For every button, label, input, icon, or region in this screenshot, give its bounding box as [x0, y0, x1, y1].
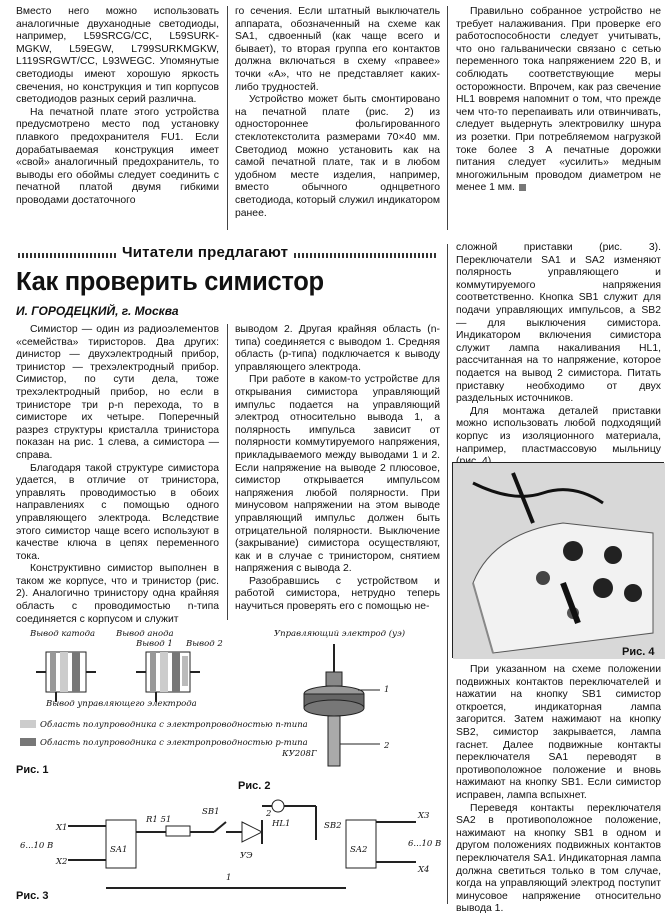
fig1-label-pin1: Вывод 1	[136, 639, 173, 649]
article-column-3b	[456, 664, 661, 916]
top-column-1	[16, 6, 219, 208]
fig3-x1: X1	[56, 823, 68, 833]
article-col1-para-1: Симистор — один из радиоэлементов «семейства» тиристоров. Два других: динистор — двухэлектродный прибор, тринистор — трехэлектродный прибор. Симистор, по сути дела, тоже трехэлектродный прибор, но если в тринисторе три p-n перехода, то в симисторе их четыре. Поперечный разрез структуры кристалла тринистора показан на рис. 1 слева, а симистора — справа.	[16, 324, 219, 461]
fig4-photo-art	[453, 463, 665, 659]
top-col1-para-2: На печатной плате этого устройства предусмотрено место под установку плавкого предохранителя FU1. Если дорабатываемая конструкция имеет «свой» аналогичный предохранитель, то выводы его обоймы следует соединить с печатной платой двумя гибкими проводами достаточного	[16, 106, 219, 206]
article-col3-para-2: Для монтажа деталей приставки можно использовать любой подходящий корпус из изоляционного материала, например, пластмассовую мыльницу	[456, 405, 661, 455]
fig2-drawing	[234, 624, 444, 774]
fig2-pin1: 1	[384, 685, 390, 695]
fig2-caption: Рис. 2	[238, 780, 271, 792]
fig3-sb2: SB2	[324, 821, 342, 831]
article-col1-para-3: Конструктивно симистор выполнен в таком же корпусе, что и тринистор (рис. 2). Аналогично тринистору одна крайняя область с проводимостью n-типа соединяется с корпусом и служит	[16, 563, 219, 625]
fig1-label-anode: Вывод анода	[116, 629, 174, 639]
fig3-v-right: 6...10 В	[408, 839, 442, 849]
top-col1-para-1: Вместо него можно использовать аналогичные двуханодные светодиоды, например, L59SRCG/CC, L59SURK-MGKW, L59EGW, L799SURKMGKW, L119SRGWT/CC, L93WEGC. Упомянутые светодиоды имеют хорошую яркость свечения, но конструкция и тип корпусов светодиодов разных серий различна.	[16, 6, 219, 106]
column-divider	[447, 244, 448, 904]
article-author: И. ГОРОДЕЦКИЙ, г. Москва	[16, 304, 179, 318]
column-divider	[447, 6, 448, 230]
top-col2-para-1: го сечения. Если штатный выключатель аппарата, обозначенный на схеме как SA1, сдвоенный (как чаще всего и бывает), то вторая группа его контактов должна включаться в схему «правее» точки «А», что не представляет каких-либо трудностей.	[235, 6, 440, 93]
fig3-v-left: 6...10 В	[20, 841, 54, 851]
top-col2-para-2: Устройство может быть смонтировано на печатной плате (рис. 2) из одностороннее фольгированного стеклотекстолита размерами 70×40 мм. Светодиод можно установить как на самой печатной плате, так и в любом удобном месте изделия, например, вместо обычного однцветного светодиода, который служил индикатором ранее.	[235, 94, 440, 219]
end-square-icon	[519, 184, 526, 191]
legend-p-swatch	[20, 738, 36, 746]
fig2-pin2: 2	[384, 741, 390, 751]
fig2	[234, 624, 444, 774]
fig3-x2: X2	[56, 857, 68, 867]
column-divider	[227, 6, 228, 230]
fig3	[16, 792, 446, 902]
article-col3b-para-2: Переведя контакты переключателя SA2 в противоположное положение, нажимают на кнопку SB1 в одном и другом положениях подвижных контактов переключателя SA1. Индикаторная лампа должна светиться только в том случае, когда на управляющий электрод поступит минусовое напряжение относительно вывода 1.	[456, 802, 661, 915]
rubric-label: Читатели предлагают	[116, 244, 294, 261]
article-column-2	[235, 324, 440, 614]
article-title: Как проверить симистор	[16, 268, 324, 296]
rubric	[18, 244, 438, 266]
top-column-3	[456, 6, 661, 195]
article-col3b-para-1: При указанном на схеме положении подвижных контактов переключателей и нажатии на кнопку SB1 симистор откроется, индикаторная лампа загорится. Затем нажимают на кнопку SB2, симистор закрывается, лампа гаснет. Далее подвижные контакты переключателя SA1 переводят в противоположное положение и вновь нажимают на кнопку SB1. Если симистор исправен, лампа вспыхнет.	[456, 664, 661, 801]
fig2-label-gate: Управляющий электрод (уэ)	[274, 629, 406, 639]
article-col3-para-1: сложной приставки (рис. 3). Переключатели SA1 и SA2 изменяют полярность управляющего и коммутируемого напряжения соответственно. Кнопка SB1 служит для подачи управляющих импульсов, а SB2 — для выключения симистора. Индикатором включения симистора служит лампа накаливания HL1, рассчитанная на то напряжение, которое подается на вывод 2 симистора. Питать приставку необходимо от двух раздельных источников.	[456, 242, 661, 405]
fig4-photo	[452, 462, 664, 658]
fig3-p1: 1	[226, 873, 232, 883]
article-column-1	[16, 324, 219, 626]
fig1-label-cathode: Вывод катода	[30, 629, 96, 639]
fig3-caption: Рис. 3	[16, 890, 49, 902]
fig3-schematic	[16, 792, 446, 902]
fig1-legend-p: Область полупроводника с электропроводностью p-типа	[40, 738, 308, 748]
article-col1-para-2: Благодаря такой структуре симистора удается, в отличие от тринистора, управлять проводимостью в обоих направлениях с помощью одного управляющего электрода. Вследствие этого симистор чаще всего используют в качестве ключа в цепях переменного тока.	[16, 462, 219, 562]
top-column-2	[235, 6, 440, 220]
article-column-3a	[456, 242, 661, 469]
fig1-label-gate: Вывод управляющего электрода	[46, 699, 197, 709]
fig3-p2: 2	[266, 809, 272, 819]
fig3-x4: X4	[418, 865, 430, 875]
fig3-sa2: SA2	[350, 845, 368, 855]
top-col3-text: Правильно собранное устройство не требует налаживания. При проверке его работоспособности следует учитывать, что оно гальванически связано с сетью переменного тока напряжением 220 В, и соблюдать соответствующие меры осторожности. Впрочем, как раз свечение HL1 вовремя напомнит о том, что прежде чем что-то перепаивать или отвинчивать, следует выдернуть электровилку шнура из розетки. При потребляемом нагрузкой токе более 3 А печатные дорожки питания следует «усилить» медным многожильным проводом диаметром не менее 1 мм.	[456, 6, 661, 194]
fig3-x3: X3	[418, 811, 430, 821]
thyristor-structure	[36, 652, 96, 702]
top-col3-para-1	[456, 6, 661, 195]
legend-n-swatch	[20, 720, 36, 728]
triac-structure	[136, 652, 200, 702]
fig4-caption: Рис. 4	[622, 646, 655, 658]
article-col2-para-3: Разобравшись с устройством и работой симистора, нетрудно теперь научиться проверять его с помощью не-	[235, 575, 440, 613]
fig1-caption: Рис. 1	[16, 764, 49, 776]
fig3-hl1: HL1	[272, 819, 291, 829]
article-col2-para-2: При работе в каком-то устройстве для открывания симистора управляющий импульс подается на управляющий электрод относительно вывода 1, а полярность импульса зависит от полярности коммутируемого напряжения, прикладываемого между выводами 1 и 2. Если напряжение на выводе 2 плюсовое, симистор открывается импульсом напряжения любой полярности. При минусовом напряжении на этом выводе управляющий импульс должен быть отрицательной полярности. Выключение (закрывание) симистора осуществляют, как и в случае с тринистором, снятием напряжения с вывода 2.	[235, 374, 440, 575]
column-divider	[227, 324, 228, 620]
fig2-part-label: КУ208Г	[282, 749, 317, 759]
article-col2-para-1: выводом 2. Другая крайняя область (n-типа) соединяется с выводом 1. Средняя область (р-типа) подключается к выводу управляющего электрода.	[235, 324, 440, 373]
fig1-legend-n: Область полупроводника с электропроводностью n-типа	[40, 720, 308, 730]
fig3-ue: УЭ	[240, 851, 253, 861]
fig3-r1: R1 51	[146, 815, 172, 825]
fig3-sb1: SB1	[202, 807, 220, 817]
fig1-label-pin2: Вывод 2	[186, 639, 223, 649]
fig3-sa1: SA1	[110, 845, 128, 855]
